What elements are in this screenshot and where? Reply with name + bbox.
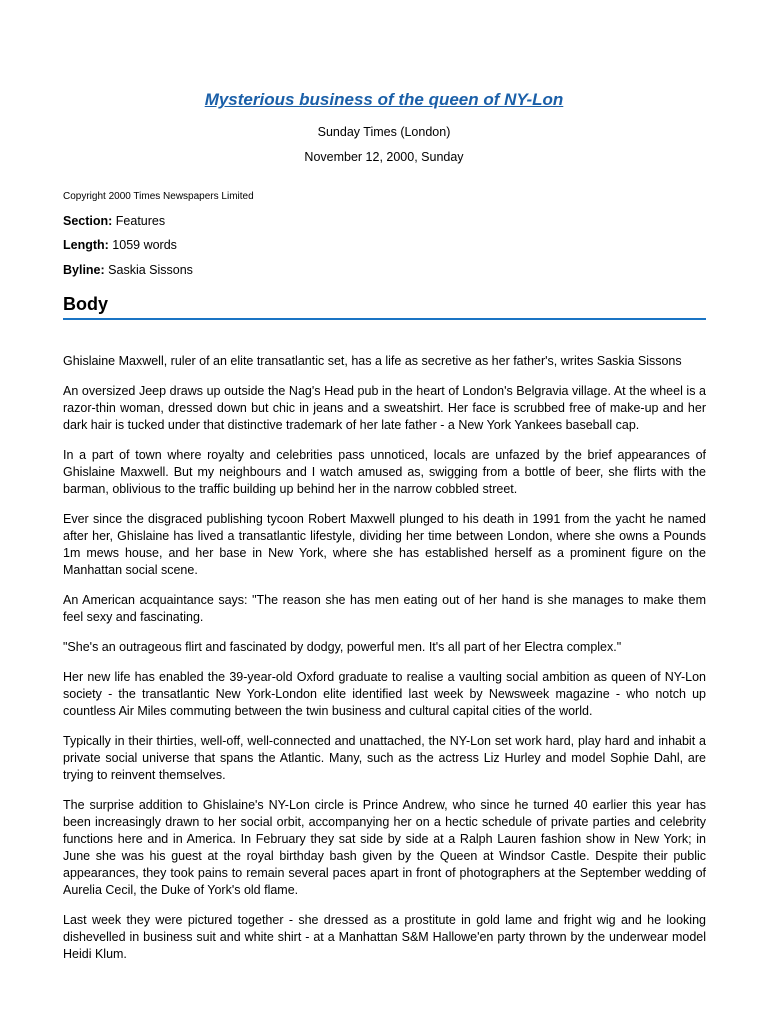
paragraph: The surprise addition to Ghislaine's NY-Lon circle is Prince Andrew, who since he turned 40 earlier this year has been increasingly drawn to her social orbit, accompanying her on a hectic schedule of private parties and celebrity functions here and in America. In February they sat side by side at a Ralph Lauren fashion show in New York; in June she was his guest at the royal birthday bash given by the Queen at Windsor Castle. Despite their public appearances, they took pains to remain several paces apart in front of photographers at the September wedding of Aurelia Cecil, the Duke of York's old flame. — [63, 798, 706, 897]
length-label: Length: — [63, 238, 109, 252]
byline-field — [63, 262, 193, 278]
paragraph: Ever since the disgraced publishing tycoon Robert Maxwell plunged to his death in 1991 from the yacht he named after her, Ghislaine has lived a transatlantic lifestyle, dividing her time between London, where she owns a Pounds 1m mews house, and her base in New York, where she has established herself as a prominent figure on the Manhattan social scene. — [63, 512, 706, 577]
paragraph: Typically in their thirties, well-off, well-connected and unattached, the NY-Lon set work hard, play hard and inhabit a private social universe that spans the Atlantic. Many, such as the actress Liz Hurley and model Sophie Dahl, are trying to reinvent themselves. — [63, 734, 706, 782]
publication-source: Sunday Times (London) — [317, 125, 451, 139]
length-value: 1059 words — [108, 238, 177, 252]
paragraph: An oversized Jeep draws up outside the Nag's Head pub in the heart of London's Belgravia village. At the wheel is a razor-thin woman, dressed down but chic in jeans and a sweatshirt. Her face is scrubbed free of make-up and her dark hair is tucked under that distinctive trademark of her late father - a New York Yankees baseball cap. — [63, 384, 706, 432]
paragraph: Last week they were pictured together - she dressed as a prostitute in gold lame and fright wig and he looking dishevelled in business suit and white shirt - at a Manhattan S&M Hallowe'en party thrown by the underwear model Heidi Klum. — [63, 913, 706, 961]
paragraph: An American acquaintance says: "The reason she has men eating out of her hand is she manages to make them feel sexy and fascinating. — [63, 593, 706, 624]
body-heading: Body — [63, 293, 706, 320]
byline-label: Byline: — [63, 263, 105, 277]
length-field — [63, 237, 177, 253]
copyright-notice: Copyright 2000 Times Newspapers Limited — [63, 191, 254, 202]
article-body — [63, 353, 706, 976]
section-field — [63, 213, 165, 229]
paragraph: Ghislaine Maxwell, ruler of an elite transatlantic set, has a life as secretive as her father's, writes Saskia Sissons — [63, 354, 682, 368]
byline-value: Saskia Sissons — [104, 263, 193, 277]
paragraph: In a part of town where royalty and celebrities pass unnoticed, locals are unfazed by the brief appearances of Ghislaine Maxwell. But my neighbours and I watch amused as, swigging from a bottle of beer, she flirts with the barman, oblivious to the traffic building up behind her in the narrow cobbled street. — [63, 448, 706, 496]
publication-date: November 12, 2000, Sunday — [304, 150, 464, 164]
paragraph: "She's an outrageous flirt and fascinated by dodgy, powerful men. It's all part of her Electra complex." — [63, 640, 622, 654]
section-label: Section: — [63, 214, 113, 228]
article-title[interactable]: Mysterious business of the queen of NY-Lon — [204, 90, 564, 109]
paragraph: Her new life has enabled the 39-year-old Oxford graduate to realise a vaulting social ambition as queen of NY-Lon society - the transatlantic New York-London elite identified last week by Newsweek magazine - who notch up countless Air Miles commuting between the twin business and cultural capital cities of the world. — [63, 670, 706, 718]
section-value: Features — [112, 214, 166, 228]
